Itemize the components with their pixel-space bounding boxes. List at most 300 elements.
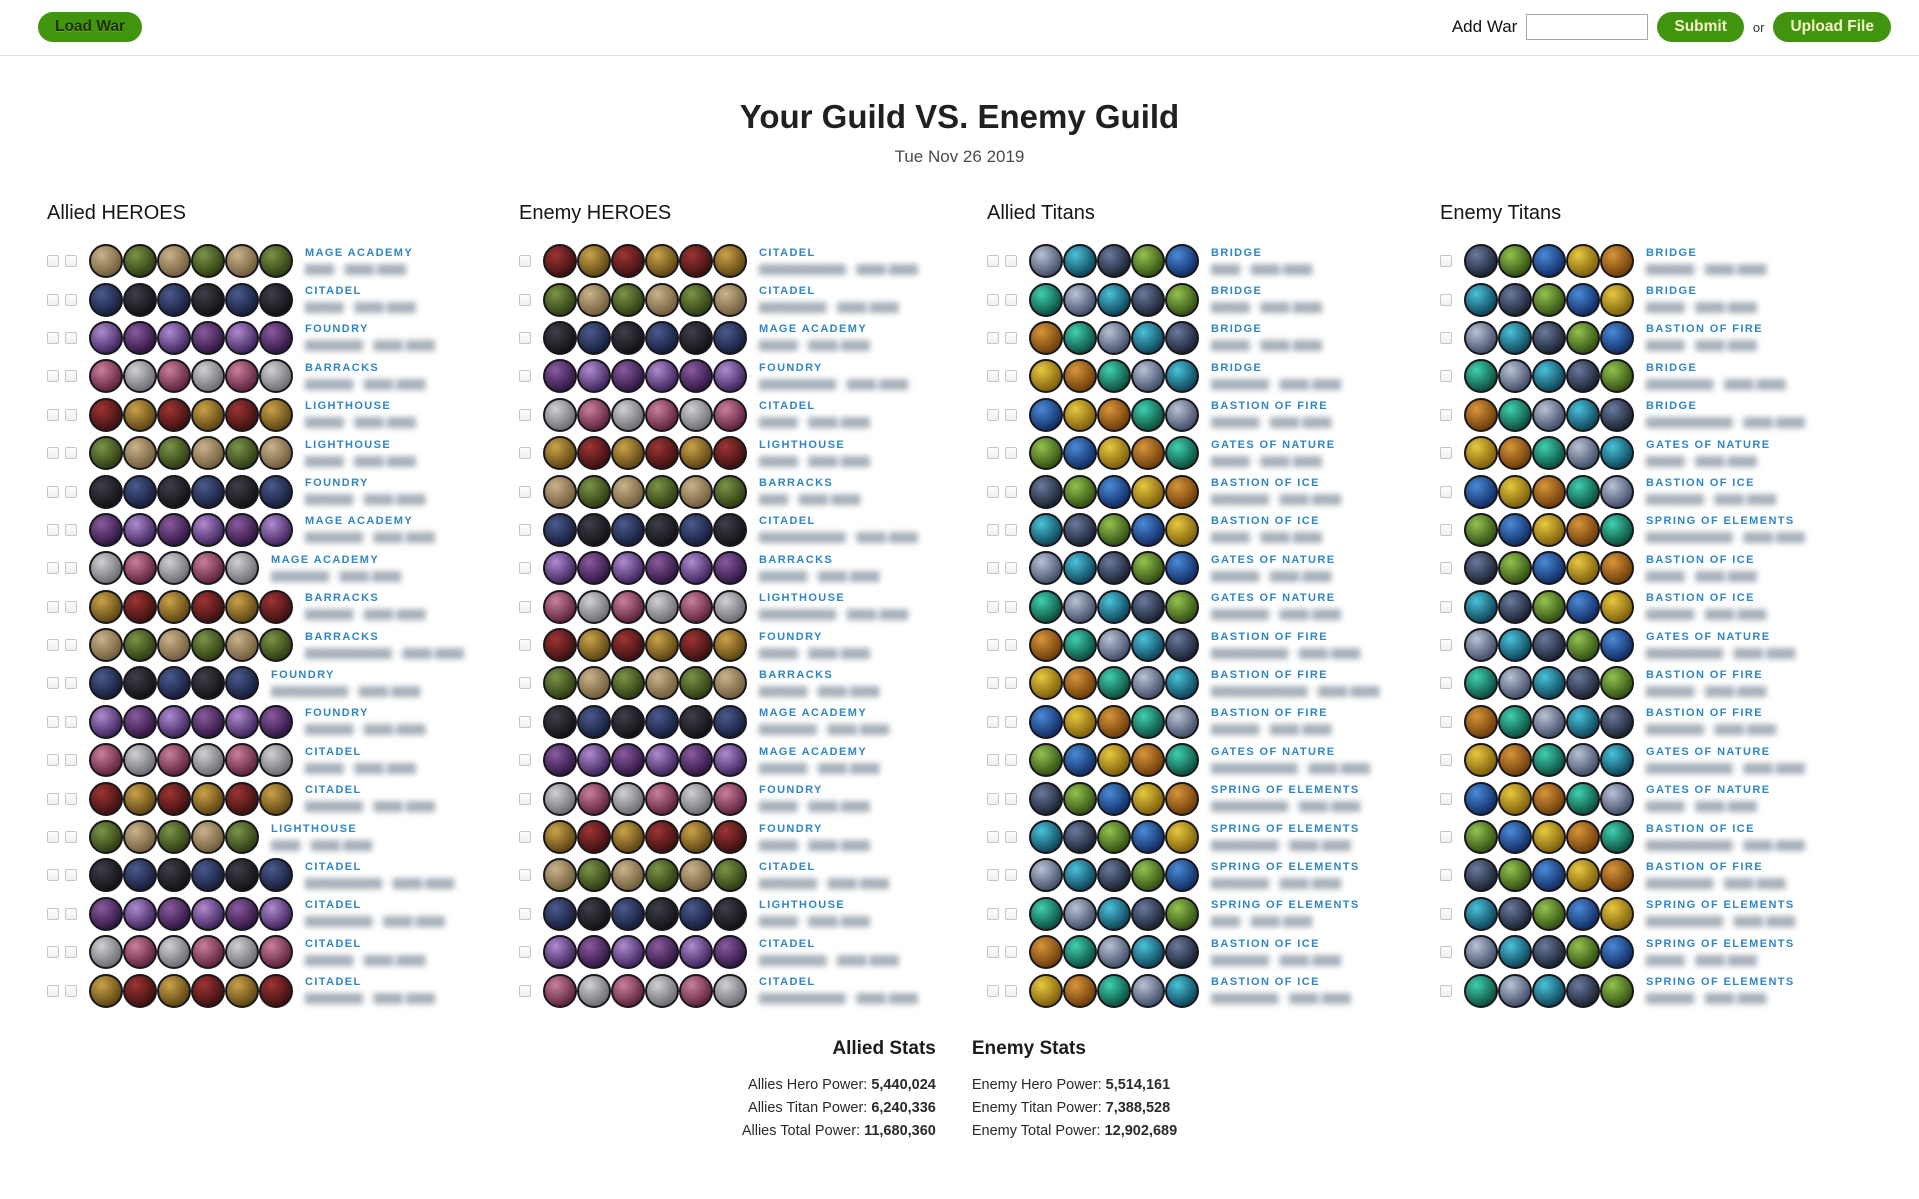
titan-avatar [1131,475,1165,509]
row-meta [305,477,425,506]
war-row [1440,472,1910,510]
select-checkbox[interactable] [1005,562,1017,574]
hero-avatar [191,858,225,892]
row-checkboxes [987,639,1017,651]
titan-avatar [1063,475,1097,509]
select-checkbox[interactable] [65,447,77,459]
row-meta [1211,784,1360,813]
select-checkbox[interactable] [987,793,999,805]
select-checkbox[interactable] [65,908,77,920]
select-checkbox[interactable] [1440,946,1452,958]
row-meta [759,362,908,391]
titan-avatar [1532,590,1566,624]
select-checkbox[interactable] [65,716,77,728]
hero-avatar [225,820,259,854]
select-checkbox[interactable] [1005,255,1017,267]
titan-avatar [1498,935,1532,969]
titan-avatar [1165,244,1199,278]
select-checkbox[interactable] [519,294,531,306]
row-meta [305,631,464,660]
select-checkbox[interactable] [1440,524,1452,536]
select-checkbox[interactable] [519,562,531,574]
titan-avatar [1498,705,1532,739]
row-checkboxes [1440,831,1452,843]
titan-avatar [1532,935,1566,969]
select-checkbox[interactable] [987,524,999,536]
row-meta [759,899,870,928]
titan-avatar [1566,513,1600,547]
titan-avatar [1131,244,1165,278]
building-label: BASTION OF FIRE [1646,860,1763,873]
row-checkboxes [47,524,77,536]
select-checkbox[interactable] [47,716,59,728]
row-checkboxes [1440,946,1452,958]
hero-avatar [225,513,259,547]
hero-avatar [611,897,645,931]
select-checkbox[interactable] [65,985,77,997]
enemy-stats-block [972,1038,1177,1143]
hero-avatar [611,244,645,278]
hero-avatar [577,590,611,624]
hero-avatar [89,820,123,854]
row-meta [1646,861,1786,890]
submit-button[interactable]: Submit [1657,12,1744,42]
row-meta [759,707,889,736]
select-checkbox[interactable] [519,601,531,613]
row-meta [759,861,889,890]
row-meta [759,592,908,621]
row-meta [1646,899,1795,928]
building-label: GATES OF NATURE [1646,784,1771,797]
building-label: BARRACKS [305,592,380,605]
select-checkbox[interactable] [1005,332,1017,344]
select-checkbox[interactable] [47,793,59,805]
player-name-redacted: ▆▆▆▆▆▆▆▆ - ▆▆▆,▆▆▆ [1211,644,1361,659]
select-checkbox[interactable] [519,409,531,421]
hero-avatar [679,244,713,278]
select-checkbox[interactable] [47,524,59,536]
select-checkbox[interactable] [1440,447,1452,459]
select-checkbox[interactable] [519,946,531,958]
select-checkbox[interactable] [1005,409,1017,421]
row-meta [1646,439,1770,468]
select-checkbox[interactable] [519,677,531,689]
player-name-redacted: ▆▆▆▆▆▆▆ - ▆▆▆,▆▆▆ [1646,874,1786,889]
select-checkbox[interactable] [519,486,531,498]
select-checkbox[interactable] [65,370,77,382]
titan-avatar [1097,398,1131,432]
building-label: CITADEL [759,515,816,528]
building-label: BRIDGE [1646,400,1698,413]
select-checkbox[interactable] [987,601,999,613]
select-checkbox[interactable] [519,754,531,766]
war-row [519,971,989,1009]
row-checkboxes [1440,716,1452,728]
row-meta [759,784,870,813]
player-name-redacted: ▆▆▆▆▆ - ▆▆▆,▆▆▆ [305,721,426,736]
select-checkbox[interactable] [987,908,999,920]
building-label: SPRING OF ELEMENTS [1211,784,1360,797]
titan-avatar [1131,359,1165,393]
row-checkboxes [987,985,1017,997]
titan-avatar [1600,820,1634,854]
titan-avatar [1532,513,1566,547]
titan-avatar [1498,398,1532,432]
hero-avatar [191,935,225,969]
avatar-strip [89,935,293,969]
hero-avatar [679,590,713,624]
titan-avatar [1063,743,1097,777]
select-checkbox[interactable] [1005,601,1017,613]
select-checkbox[interactable] [65,562,77,574]
titan-avatar [1600,398,1634,432]
building-label: MAGE ACADEMY [759,323,868,336]
titan-avatar [1165,436,1199,470]
select-checkbox[interactable] [47,639,59,651]
hero-avatar [713,858,747,892]
select-checkbox[interactable] [65,946,77,958]
hero-avatar [225,782,259,816]
select-checkbox[interactable] [987,486,999,498]
player-name-redacted: ▆▆▆▆ - ▆▆▆,▆▆▆ [1646,299,1757,314]
row-meta [1211,592,1341,621]
war-row [1440,242,1910,280]
select-checkbox[interactable] [987,255,999,267]
titan-avatar [1165,398,1199,432]
select-checkbox[interactable] [1440,486,1452,498]
select-checkbox[interactable] [1005,486,1017,498]
avatar-strip [89,743,293,777]
select-checkbox[interactable] [987,716,999,728]
avatar-strip [1464,321,1634,355]
building-label: FOUNDRY [305,707,369,720]
row-meta [759,477,860,506]
load-war-button[interactable]: Load War [38,12,142,42]
player-name-redacted: ▆▆▆▆▆▆▆▆ - ▆▆▆,▆▆▆ [1646,644,1796,659]
select-checkbox[interactable] [1440,831,1452,843]
hero-avatar [123,858,157,892]
row-checkboxes [47,716,77,728]
building-label: BARRACKS [305,630,380,643]
select-checkbox[interactable] [519,370,531,382]
select-checkbox[interactable] [987,332,999,344]
hero-avatar [713,513,747,547]
select-checkbox[interactable] [987,869,999,881]
hero-avatar [123,283,157,317]
player-name-redacted: ▆▆▆ - ▆▆▆,▆▆▆ [305,260,407,275]
select-checkbox[interactable] [47,409,59,421]
row-checkboxes [519,447,531,459]
select-checkbox[interactable] [519,793,531,805]
hero-avatar [157,475,191,509]
avatar-strip [1029,359,1199,393]
titan-avatar [1600,359,1634,393]
select-checkbox[interactable] [519,255,531,267]
titan-avatar [1097,436,1131,470]
row-checkboxes [1440,793,1452,805]
select-checkbox[interactable] [47,370,59,382]
row-meta [271,823,372,852]
select-checkbox[interactable] [1005,985,1017,997]
select-checkbox[interactable] [519,869,531,881]
select-checkbox[interactable] [47,908,59,920]
titan-avatar [1498,321,1532,355]
select-checkbox[interactable] [987,831,999,843]
select-checkbox[interactable] [65,255,77,267]
upload-file-button[interactable]: Upload File [1773,12,1891,42]
titan-avatar [1498,897,1532,931]
select-checkbox[interactable] [1005,946,1017,958]
select-checkbox[interactable] [1005,524,1017,536]
select-checkbox[interactable] [65,332,77,344]
titan-avatar [1532,743,1566,777]
select-checkbox[interactable] [47,255,59,267]
select-checkbox[interactable] [47,831,59,843]
war-row [987,280,1457,318]
select-checkbox[interactable] [1005,447,1017,459]
select-checkbox[interactable] [1005,793,1017,805]
hero-avatar [645,398,679,432]
select-checkbox[interactable] [987,946,999,958]
select-checkbox[interactable] [47,601,59,613]
select-checkbox[interactable] [1005,639,1017,651]
hero-avatar [645,705,679,739]
titan-avatar [1464,398,1498,432]
hero-avatar [713,590,747,624]
building-label: CITADEL [305,745,362,758]
select-checkbox[interactable] [519,639,531,651]
player-name-redacted: ▆▆▆▆ - ▆▆▆,▆▆▆ [1211,337,1322,352]
hero-avatar [543,513,577,547]
row-meta [305,784,435,813]
avatar-strip [89,628,293,662]
select-checkbox[interactable] [519,716,531,728]
row-checkboxes [987,294,1017,306]
titan-avatar [1600,935,1634,969]
select-checkbox[interactable] [47,869,59,881]
select-checkbox[interactable] [65,639,77,651]
building-label: BASTION OF ICE [1211,937,1320,950]
titan-avatar [1029,705,1063,739]
select-checkbox[interactable] [1005,370,1017,382]
hero-avatar [123,705,157,739]
select-checkbox[interactable] [1005,831,1017,843]
select-checkbox[interactable] [519,447,531,459]
titan-avatar [1498,513,1532,547]
select-checkbox[interactable] [1005,294,1017,306]
hero-avatar [157,590,191,624]
titan-avatar [1532,782,1566,816]
select-checkbox[interactable] [65,524,77,536]
select-checkbox[interactable] [987,409,999,421]
row-meta [759,515,918,544]
select-checkbox[interactable] [519,332,531,344]
select-checkbox[interactable] [65,793,77,805]
row-checkboxes [47,294,77,306]
building-label: LIGHTHOUSE [305,438,392,451]
select-checkbox[interactable] [987,677,999,689]
row-meta [1646,823,1805,852]
titan-avatar [1566,283,1600,317]
select-checkbox[interactable] [1005,754,1017,766]
player-name-redacted: ▆▆▆▆ - ▆▆▆,▆▆▆ [1646,798,1757,813]
titan-avatar [1498,820,1532,854]
building-label: MAGE ACADEMY [271,553,380,566]
war-row [987,779,1457,817]
select-checkbox[interactable] [1440,332,1452,344]
select-checkbox[interactable] [519,908,531,920]
building-label: BARRACKS [305,361,380,374]
add-war-input[interactable] [1526,14,1648,40]
select-checkbox[interactable] [987,754,999,766]
player-name-redacted: ▆▆▆▆▆▆ - ▆▆▆,▆▆▆ [1211,874,1341,889]
player-name-redacted: ▆▆▆▆▆▆ - ▆▆▆,▆▆▆ [759,874,889,889]
titan-avatar [1566,244,1600,278]
row-checkboxes [519,677,531,689]
row-meta [1646,477,1776,506]
select-checkbox[interactable] [65,831,77,843]
select-checkbox[interactable] [65,601,77,613]
titan-avatar [1063,436,1097,470]
avatar-strip [1464,974,1634,1008]
titan-avatar [1097,628,1131,662]
select-checkbox[interactable] [519,524,531,536]
titan-avatar [1063,628,1097,662]
select-checkbox[interactable] [1005,908,1017,920]
hero-avatar [577,475,611,509]
select-checkbox[interactable] [1440,562,1452,574]
select-checkbox[interactable] [1005,677,1017,689]
select-checkbox[interactable] [1005,869,1017,881]
titan-avatar [1498,628,1532,662]
select-checkbox[interactable] [1440,639,1452,651]
player-name-redacted: ▆▆▆▆▆▆▆ - ▆▆▆,▆▆▆ [1211,836,1351,851]
war-row [1440,357,1910,395]
or-text: or [1752,19,1765,35]
player-name-redacted: ▆▆▆▆▆▆ - ▆▆▆,▆▆▆ [305,337,435,352]
stat-value: 5,514,161 [1105,1077,1171,1093]
titan-avatar [1566,590,1600,624]
war-row [47,664,517,702]
hero-avatar [89,628,123,662]
titan-avatar [1029,321,1063,355]
select-checkbox[interactable] [987,562,999,574]
building-label: CITADEL [305,976,362,989]
select-checkbox[interactable] [987,370,999,382]
row-checkboxes [1440,294,1452,306]
row-meta [759,285,899,314]
war-row [1440,626,1910,664]
select-checkbox[interactable] [1440,255,1452,267]
select-checkbox[interactable] [987,639,999,651]
select-checkbox[interactable] [1440,985,1452,997]
row-checkboxes [519,716,531,728]
select-checkbox[interactable] [987,985,999,997]
select-checkbox[interactable] [1440,908,1452,920]
avatar-strip [1029,897,1199,931]
select-checkbox[interactable] [47,486,59,498]
hero-avatar [543,820,577,854]
titan-avatar [1097,321,1131,355]
select-checkbox[interactable] [47,294,59,306]
select-checkbox[interactable] [1440,601,1452,613]
select-checkbox[interactable] [65,869,77,881]
hero-avatar [191,628,225,662]
row-checkboxes [47,601,77,613]
select-checkbox[interactable] [1440,716,1452,728]
select-checkbox[interactable] [65,486,77,498]
hero-avatar [577,359,611,393]
player-name-redacted: ▆▆▆▆▆▆▆▆▆ - ▆▆▆,▆▆▆ [1646,414,1805,429]
select-checkbox[interactable] [47,946,59,958]
select-checkbox[interactable] [47,754,59,766]
select-checkbox[interactable] [1440,370,1452,382]
enemy-titan-power [972,1097,1177,1120]
avatar-strip [1029,628,1199,662]
select-checkbox[interactable] [987,447,999,459]
select-checkbox[interactable] [1440,677,1452,689]
select-checkbox[interactable] [47,332,59,344]
hero-avatar [713,666,747,700]
select-checkbox[interactable] [519,831,531,843]
player-name-redacted: ▆▆▆▆▆▆▆▆ - ▆▆▆,▆▆▆ [271,682,421,697]
player-name-redacted: ▆▆▆ - ▆▆▆,▆▆▆ [1211,260,1313,275]
select-checkbox[interactable] [987,294,999,306]
select-checkbox[interactable] [65,677,77,689]
hero-avatar [191,743,225,777]
select-checkbox[interactable] [1440,793,1452,805]
select-checkbox[interactable] [47,985,59,997]
building-label: GATES OF NATURE [1211,592,1336,605]
hero-avatar [157,551,191,585]
select-checkbox[interactable] [47,447,59,459]
row-meta [1211,554,1335,583]
titan-avatar [1566,551,1600,585]
hero-avatar [645,475,679,509]
row-meta [1211,362,1341,391]
row-meta [1211,515,1322,544]
select-checkbox[interactable] [65,409,77,421]
select-checkbox[interactable] [65,754,77,766]
select-checkbox[interactable] [47,562,59,574]
select-checkbox[interactable] [1440,754,1452,766]
titan-avatar [1532,897,1566,931]
select-checkbox[interactable] [519,985,531,997]
select-checkbox[interactable] [1440,294,1452,306]
row-meta [1211,631,1360,660]
avatar-strip [1464,398,1634,432]
titan-avatar [1464,820,1498,854]
hero-avatar [191,436,225,470]
select-checkbox[interactable] [1440,409,1452,421]
stat-label: Enemy Total Power: [971,1123,1101,1139]
select-checkbox[interactable] [47,677,59,689]
titan-avatar [1464,782,1498,816]
titan-avatar [1566,705,1600,739]
hero-avatar [713,321,747,355]
hero-avatar [577,628,611,662]
row-meta [305,362,425,391]
select-checkbox[interactable] [1440,869,1452,881]
select-checkbox[interactable] [1005,716,1017,728]
titan-avatar [1131,436,1165,470]
hero-avatar [645,743,679,777]
hero-avatar [259,244,293,278]
hero-avatar [577,897,611,931]
hero-avatar [123,359,157,393]
hero-avatar [225,666,259,700]
select-checkbox[interactable] [65,294,77,306]
